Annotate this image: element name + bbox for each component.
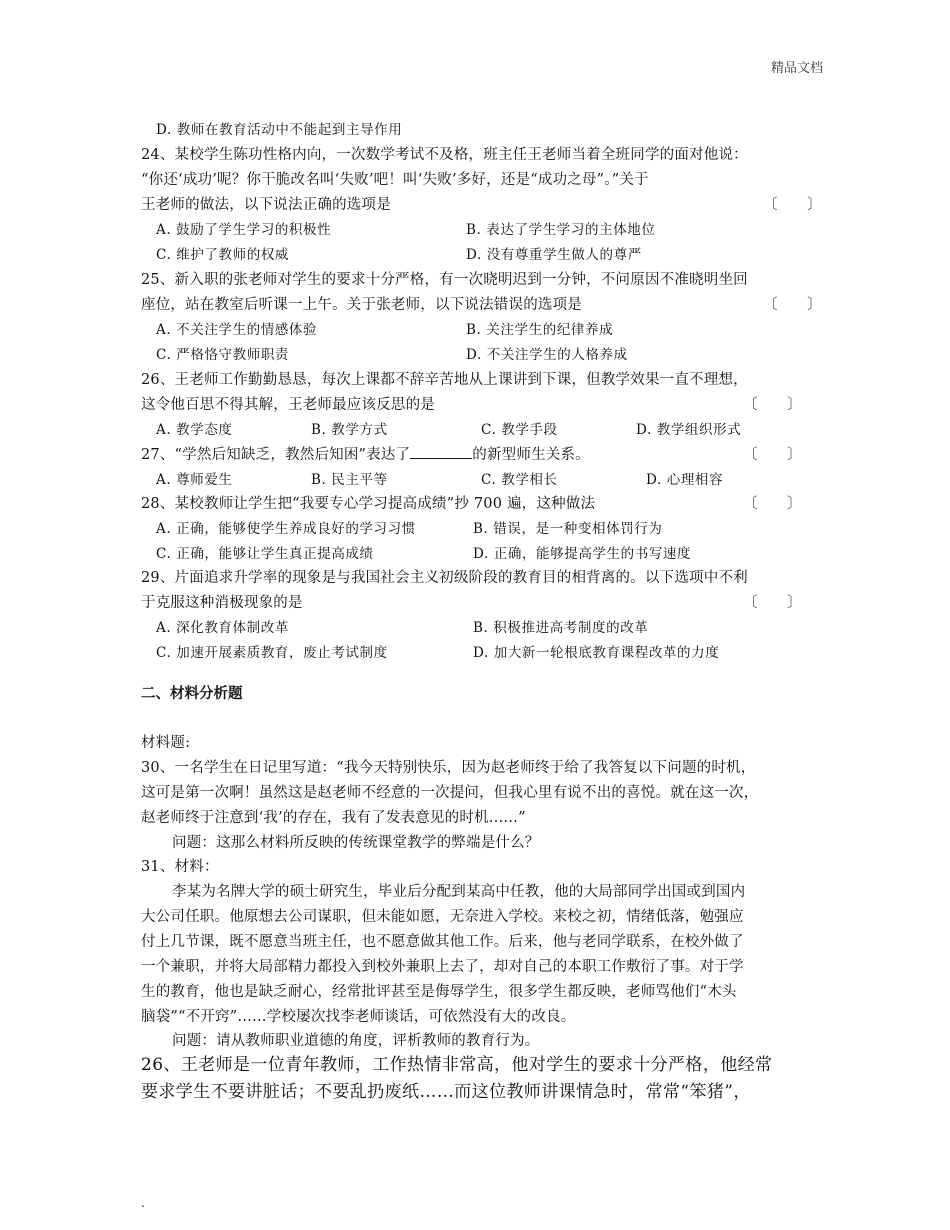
q29-option-a: A. 深化教育体制改革 <box>156 620 289 636</box>
q27-text-before: 27、“学然后知缺乏，教然后知困”表达了 <box>141 447 411 463</box>
q25-option-d: D. 不关注学生的人格养成 <box>466 347 628 363</box>
q27-option-c: C. 教学相长 <box>481 472 558 488</box>
q25-option-a: A. 不关注学生的情感体验 <box>156 322 318 338</box>
q30-line-1: 30、一名学生在日记里写道：“我今天特别快乐，因为赵老师终于给了我答复以下问题的时机， <box>141 760 756 776</box>
q28-option-d: D. 正确，能够提高学生的书写速度 <box>473 546 692 562</box>
q31-label: 31、材料： <box>141 859 219 875</box>
q26b-line-1: 26、王老师是一位青年教师，工作热情非常高，他对学生的要求十分严格，他经常 <box>141 1055 773 1075</box>
q28-line-1: 28、某校教师让学生把“我要专心学习提高成绩”抄 700 遍，这种做法 <box>141 496 596 512</box>
q24-option-a: A. 鼓励了学生学习的积极性 <box>156 222 332 238</box>
q25-line-2: 座位，站在教室后听课一上午。关于张老师，以下说法错误的选项是 <box>141 297 582 313</box>
q24-line-3: 王老师的做法，以下说法正确的选项是 <box>141 197 391 213</box>
q26-option-b: B. 教学方式 <box>311 422 388 438</box>
q29-option-b: B. 积极推进高考制度的改革 <box>473 620 649 636</box>
q30-line-2: 这可是第一次啊！虽然这是赵老师不经意的一次提问，但我心里有说不出的喜悦。就在这一次， <box>141 785 759 801</box>
footer-mark: . <box>141 1196 145 1210</box>
q27-option-d: D. 心理相容 <box>646 472 724 488</box>
q29-option-c: C. 加速开展素质教育，废止考试制度 <box>156 645 388 661</box>
q26-option-c: C. 教学手段 <box>481 422 558 438</box>
material-label: 材料题: <box>141 735 191 751</box>
q27-option-b: B. 民主平等 <box>311 472 388 488</box>
q24-option-b: B. 表达了学生学习的主体地位 <box>466 222 656 238</box>
q28-answer-paren: 〔 〕 <box>743 496 802 512</box>
q29-line-2: 于克服这种消极现象的是 <box>141 595 303 611</box>
q28-option-c: C. 正确，能够让学生真正提高成绩 <box>156 546 374 562</box>
q31-line-1: 李某为名牌大学的硕士研究生，毕业后分配到某高中任教，他的大局部同学出国或到国内 <box>172 884 746 900</box>
q30-question: 问题：这那么材料所反映的传统课堂教学的弊端是什么？ <box>172 835 540 851</box>
q31-line-6: 脑袋”“不开窍”……学校屡次找李老师谈话，可依然没有大的改良。 <box>141 1009 576 1025</box>
q24-line-2: “你还‘成功’呢？你干脆改名叫‘失败’吧！叫‘失败’多好，还是“成功之母”。”关于 <box>141 172 649 188</box>
q25-answer-paren: 〔 〕 <box>763 297 822 313</box>
q24-answer-paren: 〔 〕 <box>763 197 822 213</box>
q27-answer-blank[interactable] <box>410 446 472 459</box>
q27-option-a: A. 尊师爱生 <box>156 472 233 488</box>
q27-answer-paren: 〔 〕 <box>743 447 802 463</box>
q31-line-4: 一个兼职，并将大局部精力都投入到校外兼职上去了，却对自己的本职工作敷衍了事。对于学 <box>141 959 744 975</box>
q26-line-1: 26、王老师工作勤勤恳恳，每次上课都不辞辛苦地从上课讲到下课，但教学效果一直不理想， <box>141 372 748 388</box>
q31-line-5: 生的教育，他也是缺乏耐心，经常批评甚至是侮辱学生，很多学生都反映，老师骂他们“木头 <box>141 984 737 1000</box>
q24-line-1: 24、某校学生陈功性格内向，一次数学考试不及格，班主任王老师当着全班同学的面对他说： <box>141 147 748 163</box>
page-header-label: 精品文档 <box>771 61 824 76</box>
q29-line-1: 29、片面追求升学率的现象是与我国社会主义初级阶段的教育目的相背离的。以下选项中不利 <box>141 570 748 586</box>
q26-answer-paren: 〔 〕 <box>743 397 802 413</box>
q24-option-d: D. 没有尊重学生做人的尊严 <box>466 247 642 263</box>
q30-line-3: 赵老师终于注意到‘我’的存在，我有了发表意见的时机……” <box>141 810 526 826</box>
q27-text-after: 的新型师生关系。 <box>472 447 590 463</box>
q31-line-3: 付上几节课，既不愿意当班主任，也不愿意做其他工作。后来，他与老同学联系，在校外做了 <box>141 934 744 950</box>
q28-option-b: B. 错误，是一种变相体罚行为 <box>473 521 663 537</box>
q29-answer-paren: 〔 〕 <box>743 595 802 611</box>
q31-question: 问题：请从教师职业道德的角度，评析教师的教育行为。 <box>172 1033 540 1049</box>
q25-option-c: C. 严格恪守教师职责 <box>156 347 290 363</box>
q25-option-b: B. 关注学生的纪律养成 <box>466 322 614 338</box>
q26-line-2: 这令他百思不得其解，王老师最应该反思的是 <box>141 397 435 413</box>
q31-line-2: 大公司任职。他原想去公司谋职，但未能如愿，无奈进入学校。来校之初，情绪低落，勉强应 <box>141 909 744 925</box>
q23-option-d: D. 教师在教育活动中不能起到主导作用 <box>156 122 403 138</box>
q26b-line-2: 要求学生不要讲脏话；不要乱扔废纸……而这位教师讲课情急时，常常“笨猪”， <box>141 1082 751 1102</box>
q27-line-1 <box>141 443 590 464</box>
q28-option-a: A. 正确，能够使学生养成良好的学习习惯 <box>156 521 416 537</box>
q24-option-c: C. 维护了教师的权威 <box>156 247 290 263</box>
section-heading: 二、材料分析题 <box>141 685 243 702</box>
q25-line-1: 25、新入职的张老师对学生的要求十分严格，有一次晓明迟到一分钟，不问原因不准晓明坐回 <box>141 272 748 288</box>
q29-option-d: D. 加大新一轮根底教育课程改革的力度 <box>473 645 720 661</box>
q26-option-d: D. 教学组织形式 <box>636 422 742 438</box>
q26-option-a: A. 教学态度 <box>156 422 233 438</box>
